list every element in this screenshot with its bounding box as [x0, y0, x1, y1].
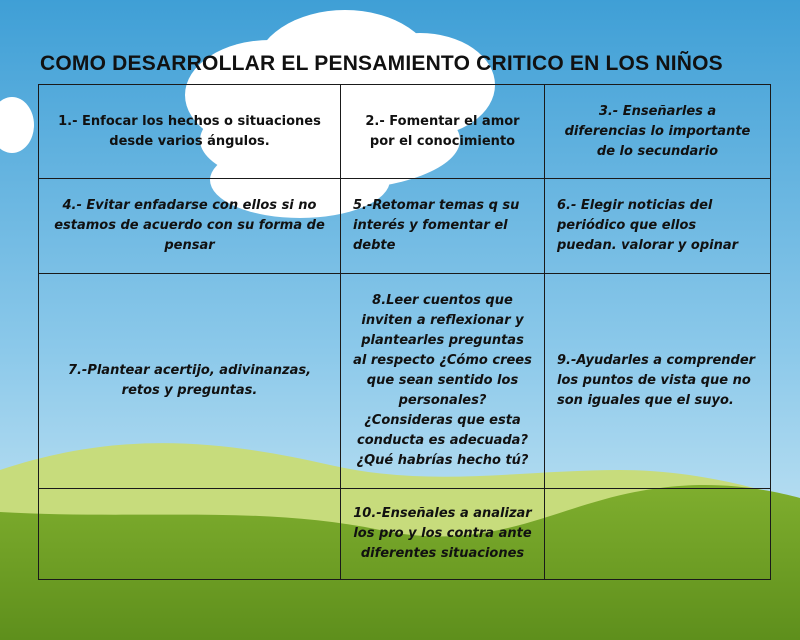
tip-cell-5: 5.-Retomar temas q su interés y fomentar el debte — [341, 179, 545, 274]
tip-cell-8: 8.Leer cuentos que inviten a reflexionar y plantearles preguntas al respecto ¿Cómo crees que sean sentido los personales? ¿Consideras que esta conducta es adecuada? ¿Qué habrías hecho tú? — [341, 274, 545, 489]
tip-cell-9: 9.-Ayudarles a comprender los puntos de vista que no son iguales que el suyo. — [545, 274, 771, 489]
tip-cell-6: 6.- Elegir noticias del periódico que ellos puedan. valorar y opinar — [545, 179, 771, 274]
tips-table — [38, 84, 771, 580]
tip-cell-1: 1.- Enfocar los hechos o situaciones desde varios ángulos. — [39, 85, 341, 179]
empty-cell — [545, 489, 771, 580]
page-title: COMO DESARROLLAR EL PENSAMIENTO CRITICO EN LOS NIÑOS — [40, 52, 723, 75]
tip-cell-7: 7.-Plantear acertijo, adivinanzas, retos y preguntas. — [39, 274, 341, 489]
tip-cell-3: 3.- Enseñarles a diferencias lo importante de lo secundario — [545, 85, 771, 179]
tip-cell-4: 4.- Evitar enfadarse con ellos si no estamos de acuerdo con su forma de pensar — [39, 179, 341, 274]
tip-cell-2: 2.- Fomentar el amor por el conocimiento — [341, 85, 545, 179]
tip-cell-10: 10.-Enseñales a analizar los pro y los contra ante diferentes situaciones — [341, 489, 545, 580]
table-row — [39, 179, 771, 274]
table-row — [39, 489, 771, 580]
empty-cell — [39, 489, 341, 580]
table-row — [39, 85, 771, 179]
table-row — [39, 274, 771, 489]
